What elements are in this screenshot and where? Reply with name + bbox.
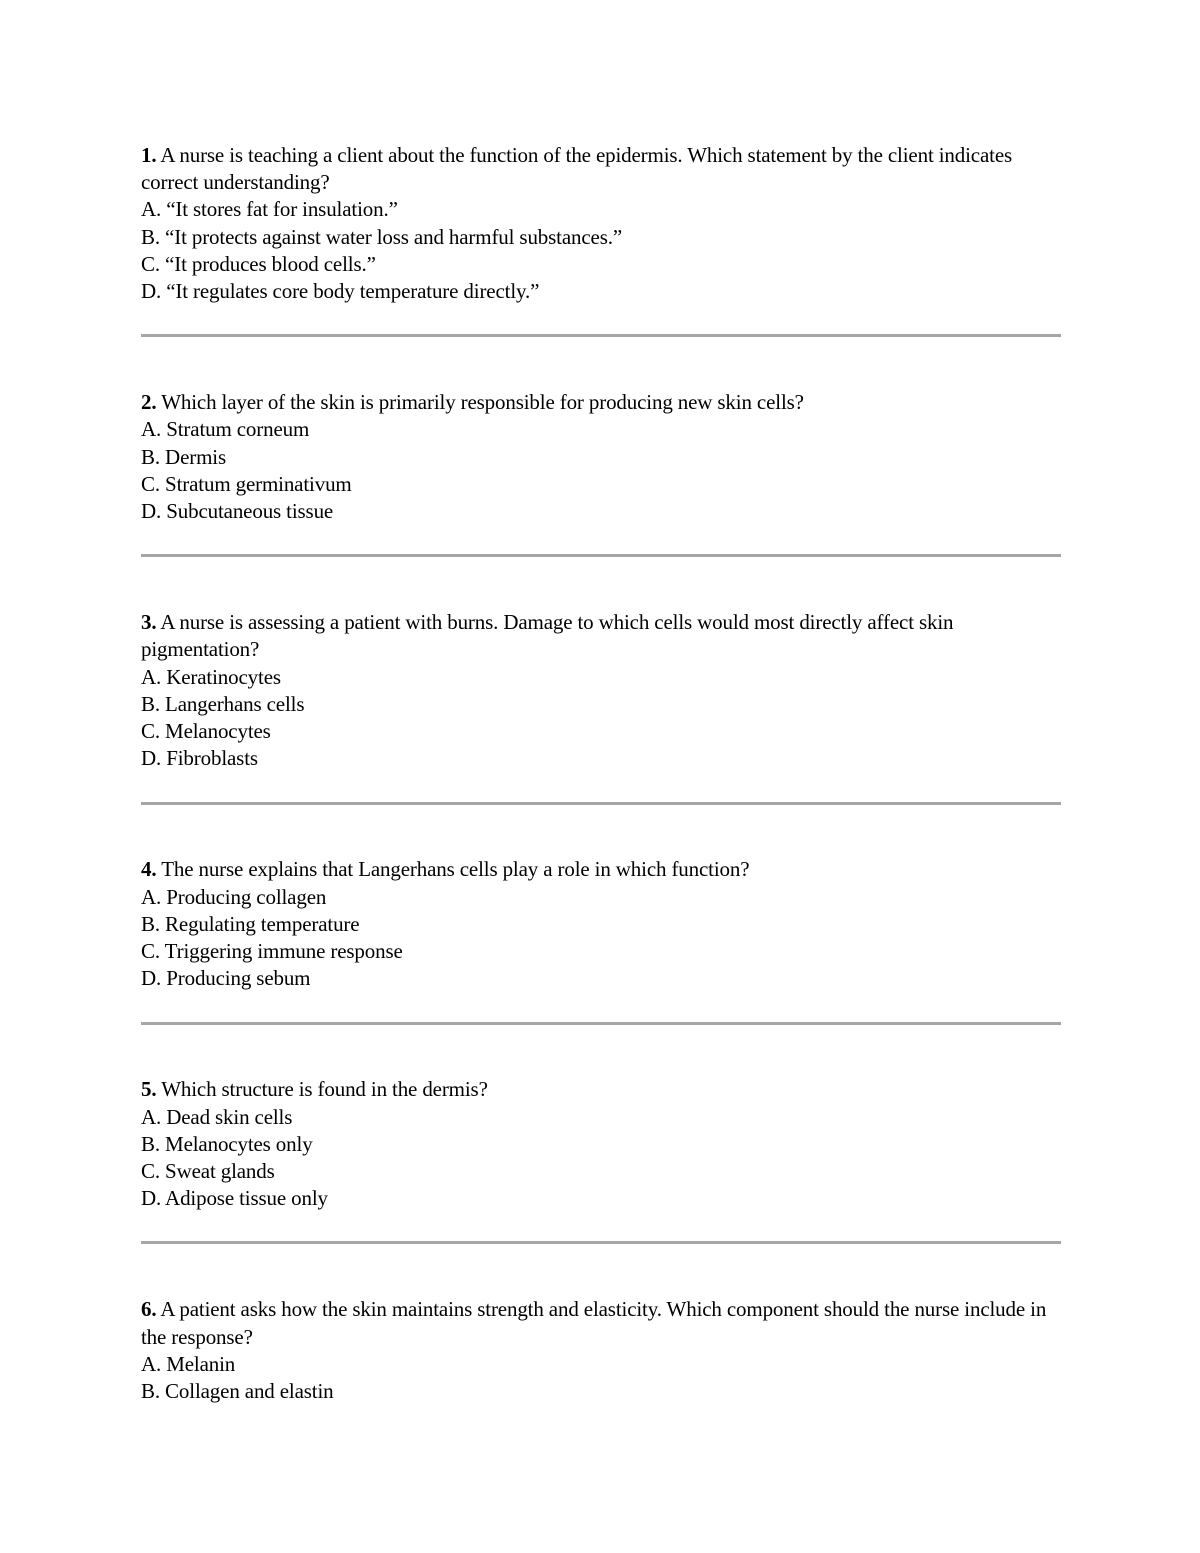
answer-option-b: B. Langerhans cells <box>141 691 305 716</box>
section-divider <box>141 334 1061 337</box>
question-1 <box>141 142 1061 305</box>
answer-option-a: A. Producing collagen <box>141 884 327 909</box>
answer-option-c: C. Triggering immune response <box>141 939 403 964</box>
question-3 <box>141 609 1061 772</box>
question-text: Which layer of the skin is primarily responsible for producing new skin cells? <box>161 390 804 415</box>
answer-option-b: B. Melanocytes only <box>141 1131 313 1156</box>
section-divider <box>141 1022 1061 1025</box>
question-stem <box>141 1296 1061 1350</box>
question-5 <box>141 1076 1061 1212</box>
question-text: A nurse is assessing a patient with burns. Damage to which cells would most directly affect skin pigmentation? <box>141 610 954 662</box>
document-page <box>141 142 1061 1405</box>
answer-option-d: D. “It regulates core body temperature directly.” <box>141 279 540 304</box>
answer-option-b: B. Collagen and elastin <box>141 1379 334 1404</box>
answer-option-d: D. Subcutaneous tissue <box>141 499 334 524</box>
question-6 <box>141 1296 1061 1405</box>
answer-option-d: D. Producing sebum <box>141 966 311 991</box>
question-number: 3. <box>141 610 157 635</box>
question-stem <box>141 389 1061 416</box>
question-number: 6. <box>141 1297 157 1322</box>
question-stem <box>141 609 1061 663</box>
answer-option-b: B. Dermis <box>141 444 226 469</box>
answer-option-d: D. Adipose tissue only <box>141 1186 328 1211</box>
answer-option-d: D. Fibroblasts <box>141 746 258 771</box>
question-text: Which structure is found in the dermis? <box>161 1077 488 1102</box>
question-text: A nurse is teaching a client about the function of the epidermis. Which statement by the client indicates correct understanding? <box>141 143 1013 195</box>
question-stem <box>141 856 1061 883</box>
section-divider <box>141 802 1061 805</box>
question-4 <box>141 856 1061 992</box>
answer-option-c: C. Stratum germinativum <box>141 471 352 496</box>
answer-option-b: B. Regulating temperature <box>141 911 360 936</box>
section-divider <box>141 554 1061 557</box>
question-text: A patient asks how the skin maintains strength and elasticity. Which component should the nurse include in the response? <box>141 1297 1047 1349</box>
answer-option-a: A. Melanin <box>141 1351 236 1376</box>
question-stem <box>141 1076 1061 1103</box>
question-text: The nurse explains that Langerhans cells play a role in which function? <box>161 857 750 882</box>
question-number: 4. <box>141 857 157 882</box>
answer-option-a: A. “It stores fat for insulation.” <box>141 197 398 222</box>
answer-option-c: C. “It produces blood cells.” <box>141 251 376 276</box>
answer-option-c: C. Melanocytes <box>141 719 271 744</box>
answer-option-a: A. Stratum corneum <box>141 417 310 442</box>
question-number: 2. <box>141 390 157 415</box>
answer-option-a: A. Dead skin cells <box>141 1104 293 1129</box>
section-divider <box>141 1241 1061 1244</box>
answer-option-b: B. “It protects against water loss and harmful substances.” <box>141 224 623 249</box>
question-stem <box>141 142 1061 196</box>
question-number: 5. <box>141 1077 157 1102</box>
answer-option-c: C. Sweat glands <box>141 1159 275 1184</box>
question-number: 1. <box>141 143 157 167</box>
question-2 <box>141 389 1061 525</box>
answer-option-a: A. Keratinocytes <box>141 664 281 689</box>
